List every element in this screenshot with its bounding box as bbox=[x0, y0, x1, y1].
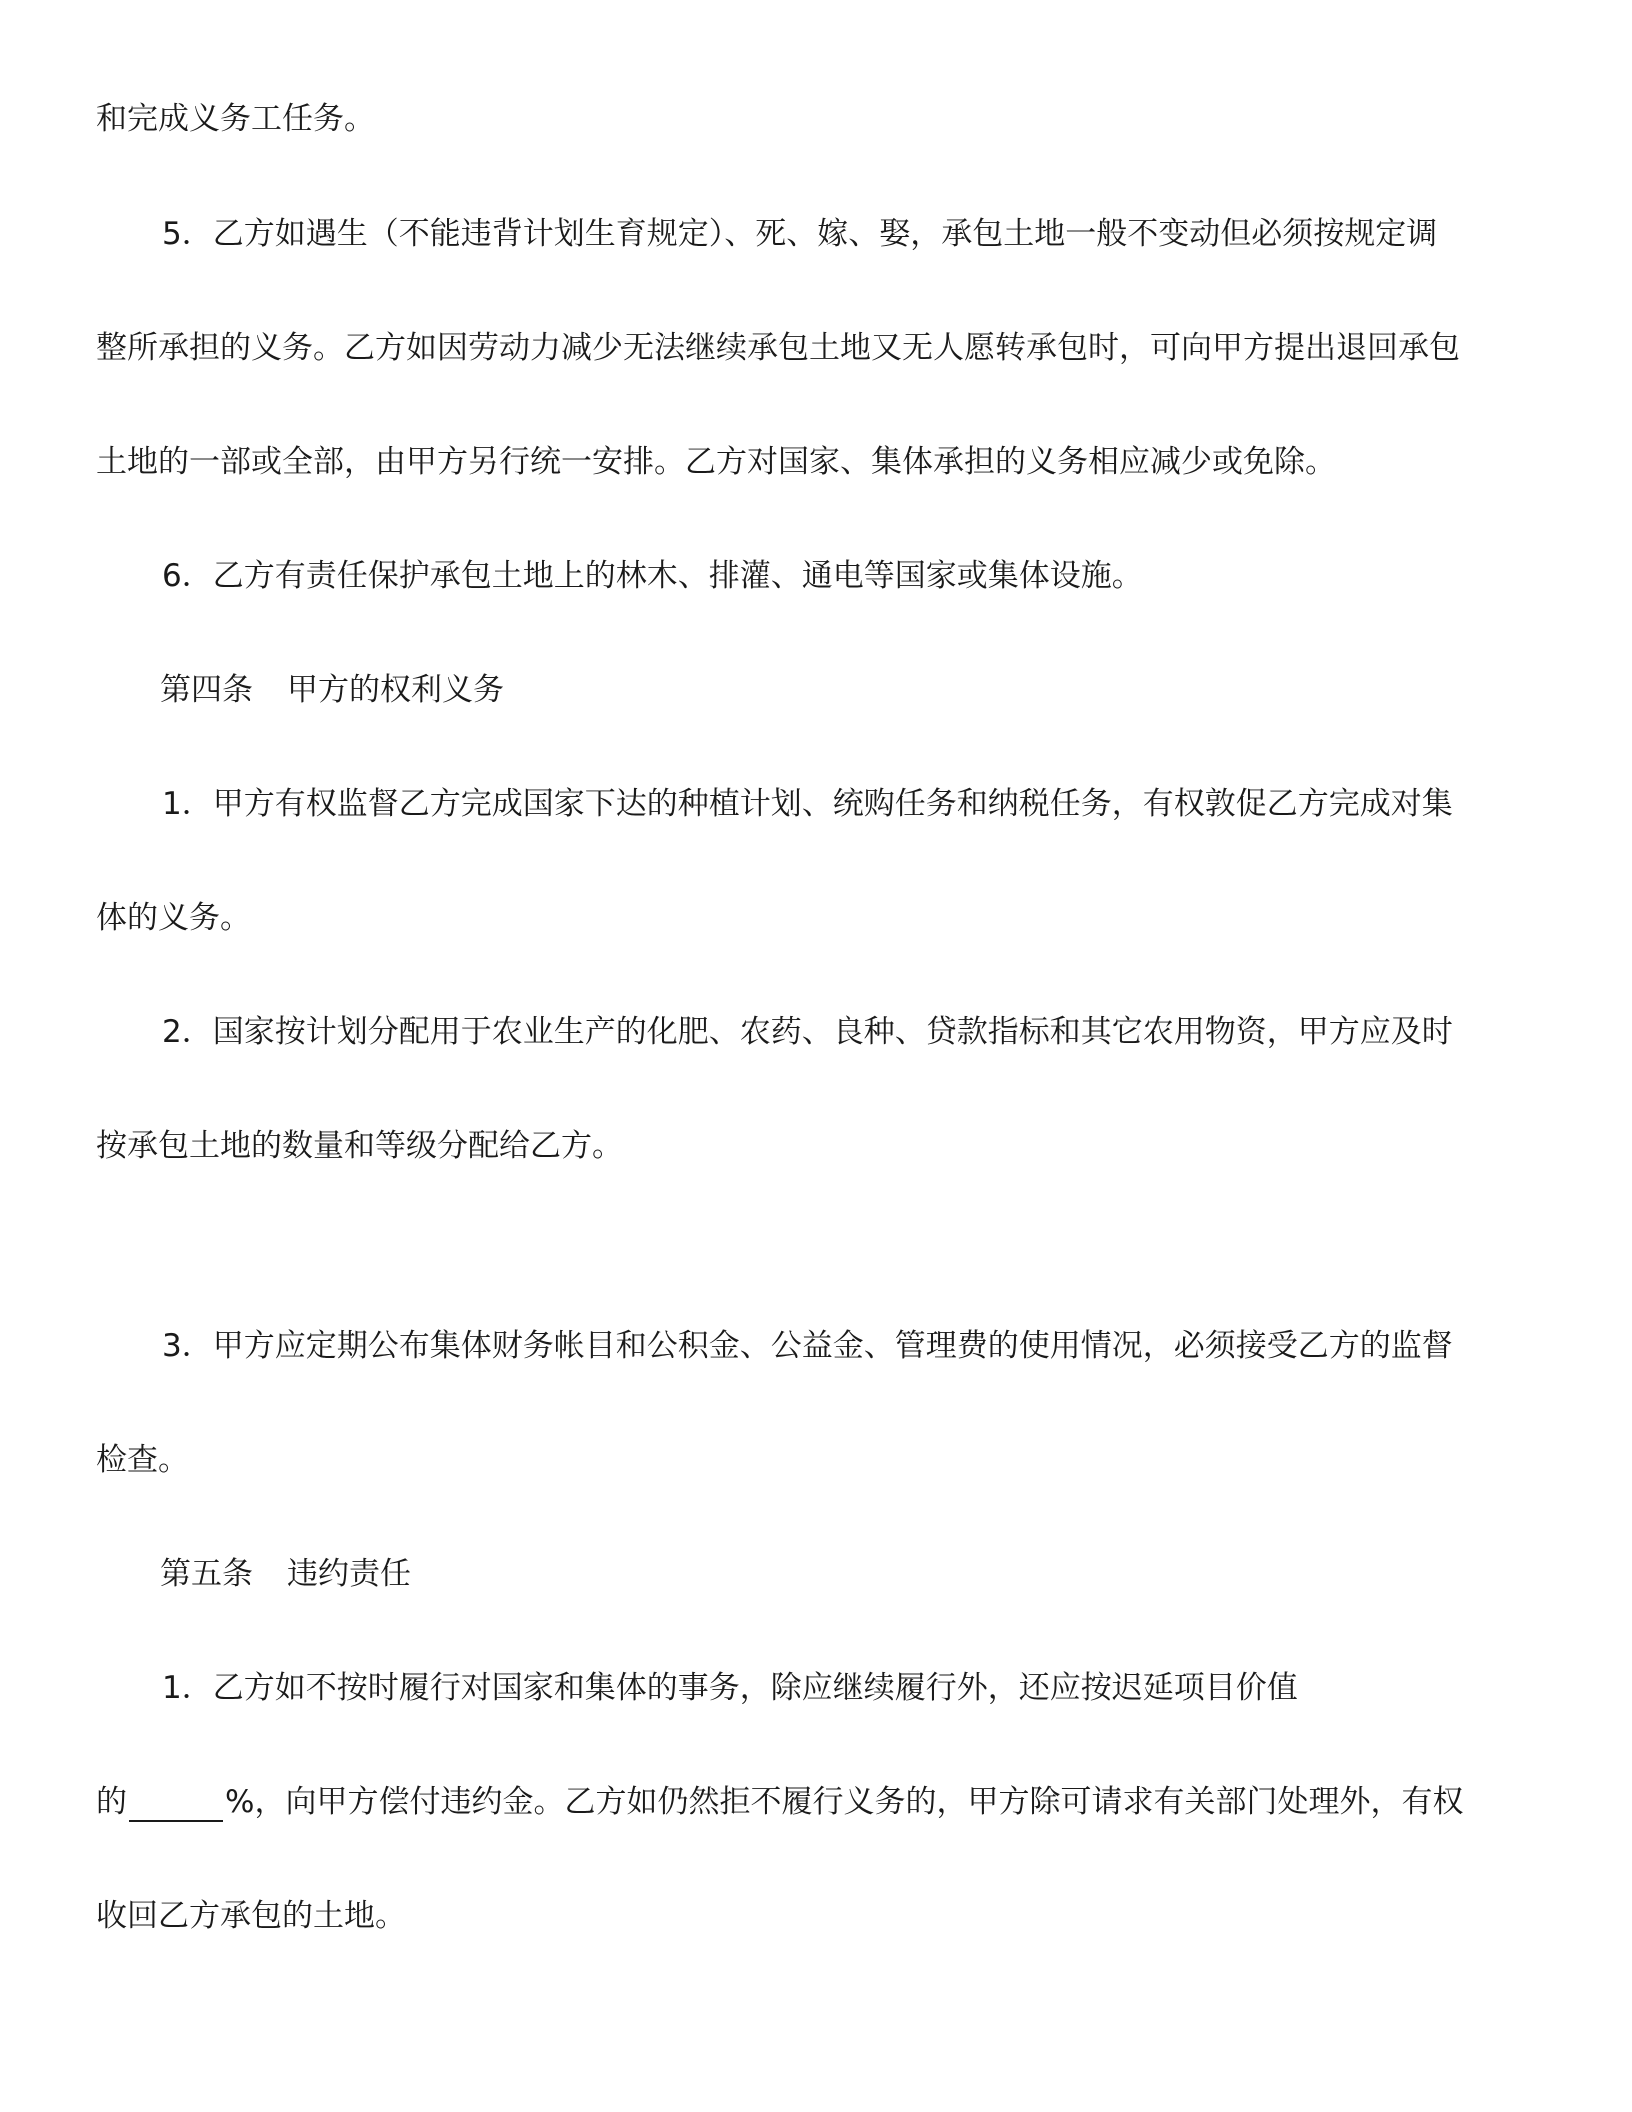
item-5-line-1: 5．乙方如遇生（不能违背计划生育规定）、死、嫁、娶，承包土地一般不变动但必须按规定调 bbox=[162, 216, 1438, 252]
item-6: 6．乙方有责任保护承包土地上的林木、排灌、通电等国家或集体设施。 bbox=[162, 558, 1143, 594]
item-5-line-3: 土地的一部或全部，由甲方另行统一安排。乙方对国家、集体承担的义务相应减少或免除。 bbox=[96, 444, 1336, 480]
article-5-title: 违约责任 bbox=[287, 1556, 411, 1592]
article-4-item-3-line-1: 3．甲方应定期公布集体财务帐目和公积金、公益金、管理费的使用情况，必须接受乙方的监督 bbox=[162, 1328, 1453, 1364]
line-prefix: 的 bbox=[96, 1784, 127, 1820]
article-4-title: 甲方的权利义务 bbox=[287, 672, 504, 708]
article-4-heading bbox=[160, 670, 1560, 710]
article-4-item-1-line-1: 1．甲方有权监督乙方完成国家下达的种植计划、统购任务和纳税任务，有权敦促乙方完成对集 bbox=[162, 786, 1453, 822]
percentage-blank-field[interactable] bbox=[129, 1790, 223, 1822]
paragraph-continuation: 和完成义务工任务。 bbox=[96, 101, 375, 137]
article-4-item-3-line-2: 检查。 bbox=[96, 1442, 189, 1478]
article-4-item-1-line-2: 体的义务。 bbox=[96, 900, 251, 936]
article-4-item-2-line-2: 按承包土地的数量和等级分配给乙方。 bbox=[96, 1128, 623, 1164]
article-5-number: 第五条 bbox=[160, 1556, 253, 1592]
line-suffix: %，向甲方偿付违约金。乙方如仍然拒不履行义务的，甲方除可请求有关部门处理外，有权 bbox=[225, 1784, 1464, 1820]
article-4-item-2-line-1: 2．国家按计划分配用于农业生产的化肥、农药、良种、贷款指标和其它农用物资，甲方应及时 bbox=[162, 1014, 1453, 1050]
article-5-heading bbox=[160, 1554, 1560, 1594]
article-5-item-1-line-1: 1．乙方如不按时履行对国家和集体的事务，除应继续履行外，还应按迟延项目价值 bbox=[162, 1670, 1298, 1706]
item-5-line-2: 整所承担的义务。乙方如因劳动力减少无法继续承包土地又无人愿转承包时，可向甲方提出退回承包 bbox=[96, 330, 1460, 366]
article-5-item-1-line-2 bbox=[96, 1782, 1496, 1822]
article-4-number: 第四条 bbox=[160, 672, 253, 708]
article-5-item-1-line-3: 收回乙方承包的土地。 bbox=[96, 1898, 406, 1934]
